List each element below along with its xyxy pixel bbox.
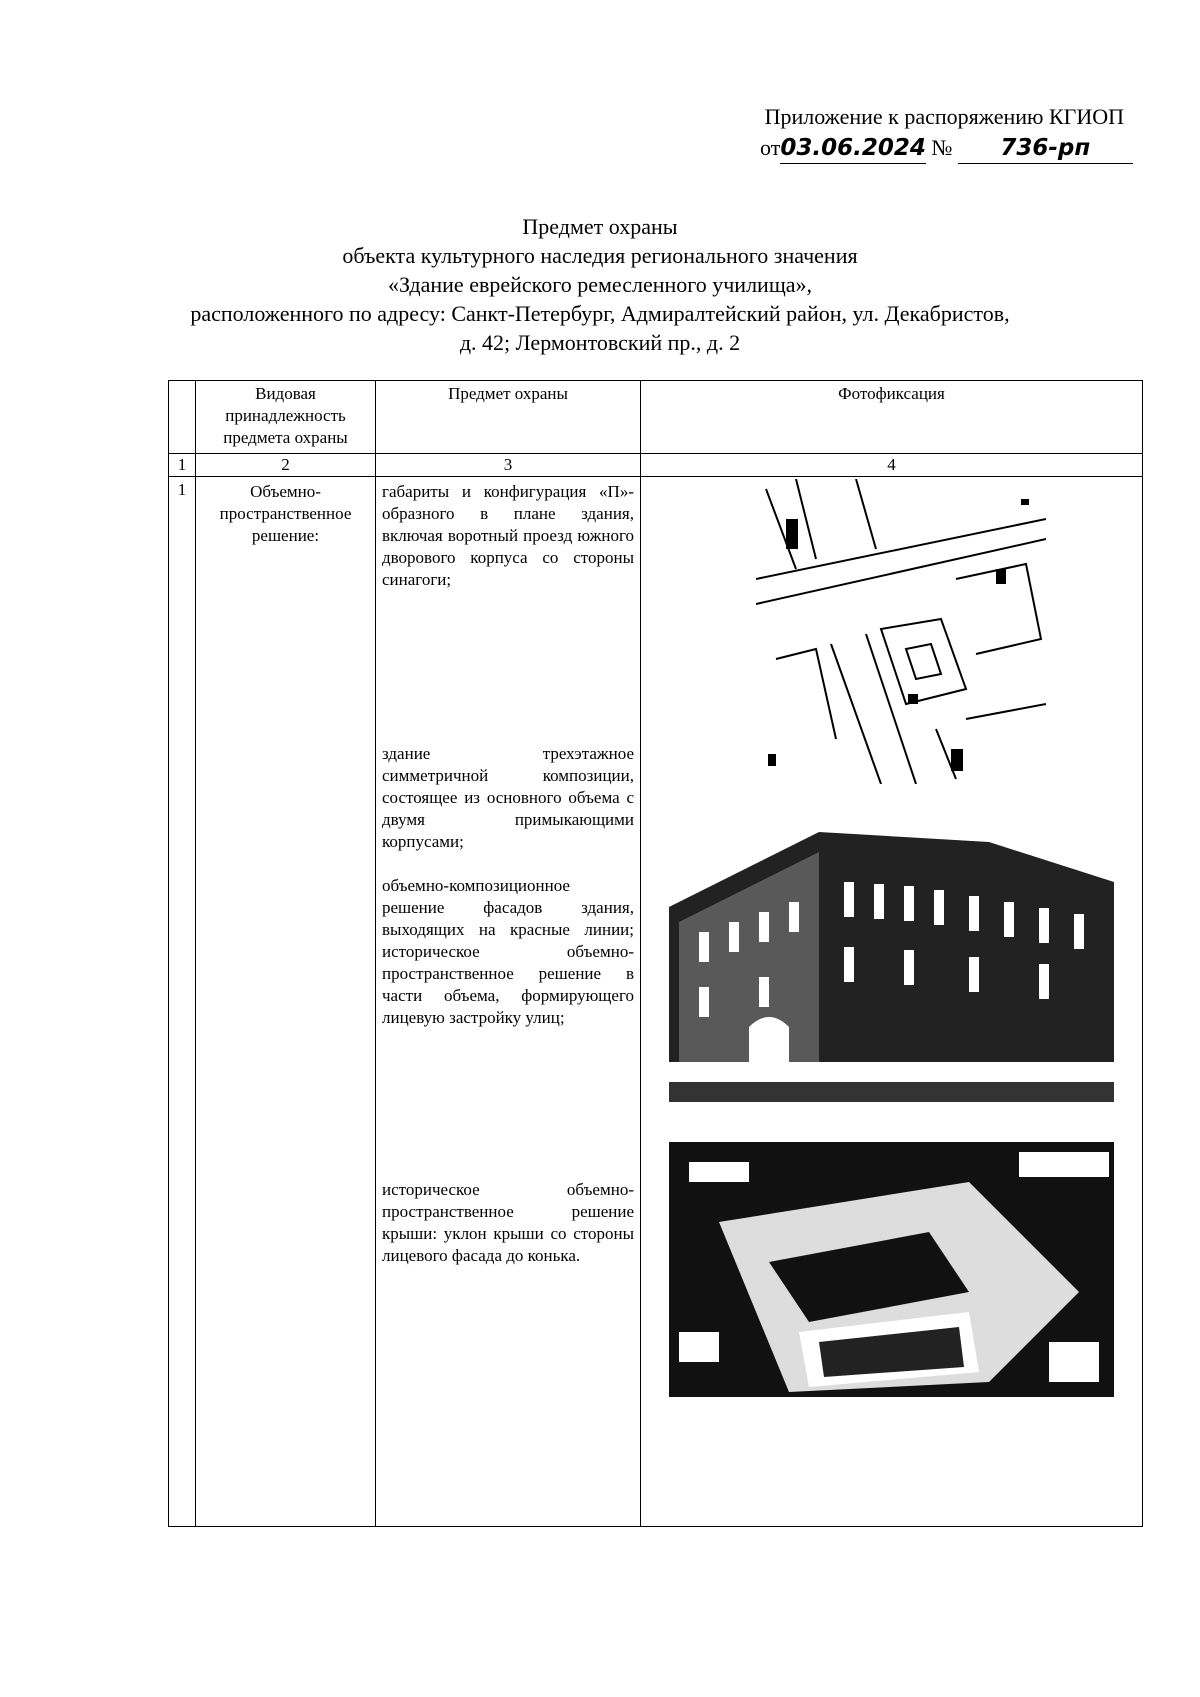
title-line-3: «Здание еврейского ремесленного училища», xyxy=(387,272,813,297)
header-cell-number xyxy=(169,381,196,454)
table-row xyxy=(169,477,1143,1527)
date-prefix: от xyxy=(760,135,781,160)
subject-cell xyxy=(376,477,641,1527)
subject-item: здание трехэтажное симметричной композиции, состоящее из основного объема с двумя примыкающими корпусами; xyxy=(382,744,634,851)
row-number: 1 xyxy=(169,477,196,1527)
column-number-row xyxy=(169,454,1143,477)
column-number: 4 xyxy=(641,454,1143,477)
title-line-4: расположенного по адресу: Санкт-Петербург, Адмиралтейский район, ул. Декабристов, xyxy=(190,301,1010,326)
subject-item: объемно-композиционное решение фасадов здания, выходящих на красные линии; историческое объемно-пространственное решение в части объема, формирующего лицевую застройку улиц; xyxy=(382,876,634,1027)
title-line-1: Предмет охраны xyxy=(522,214,678,239)
date-number-line xyxy=(760,133,1124,164)
building-facade-photo xyxy=(669,812,1114,1102)
title-line-2: объекта культурного наследия регионального значения xyxy=(342,243,858,268)
header-cell-photo: Фотофиксация xyxy=(641,381,1143,454)
number-label: № xyxy=(931,135,953,160)
title-line-5: д. 42; Лермонтовский пр., д. 2 xyxy=(459,330,741,355)
column-number: 1 xyxy=(169,454,196,477)
subject-item: историческое объемно-пространственное решение крыши: уклон крыши со стороны лицевого фасада до конька. xyxy=(382,1180,634,1265)
aerial-roof-photo xyxy=(669,1142,1114,1397)
header-cell-category: Видовая принадлежность предмета охраны xyxy=(196,381,376,454)
header-row xyxy=(169,381,1143,454)
photo-cell xyxy=(641,477,1143,1527)
subject-item: габариты и конфигурация «П»-образного в плане здания, включая воротный проезд южного дворового корпуса со стороны синагоги; xyxy=(382,482,634,589)
header-cell-subject: Предмет охраны xyxy=(376,381,641,454)
document-title xyxy=(150,212,1050,357)
protection-table xyxy=(168,380,1143,1527)
category-cell: Объемно-пространственное решение: xyxy=(196,477,376,1527)
appendix-line: Приложение к распоряжению КГИОП xyxy=(764,104,1124,129)
site-plan-map xyxy=(756,479,1046,784)
column-number: 2 xyxy=(196,454,376,477)
handwritten-date: 03.06.2024 xyxy=(780,133,926,164)
handwritten-number: 736-рп xyxy=(958,133,1133,164)
column-number: 3 xyxy=(376,454,641,477)
